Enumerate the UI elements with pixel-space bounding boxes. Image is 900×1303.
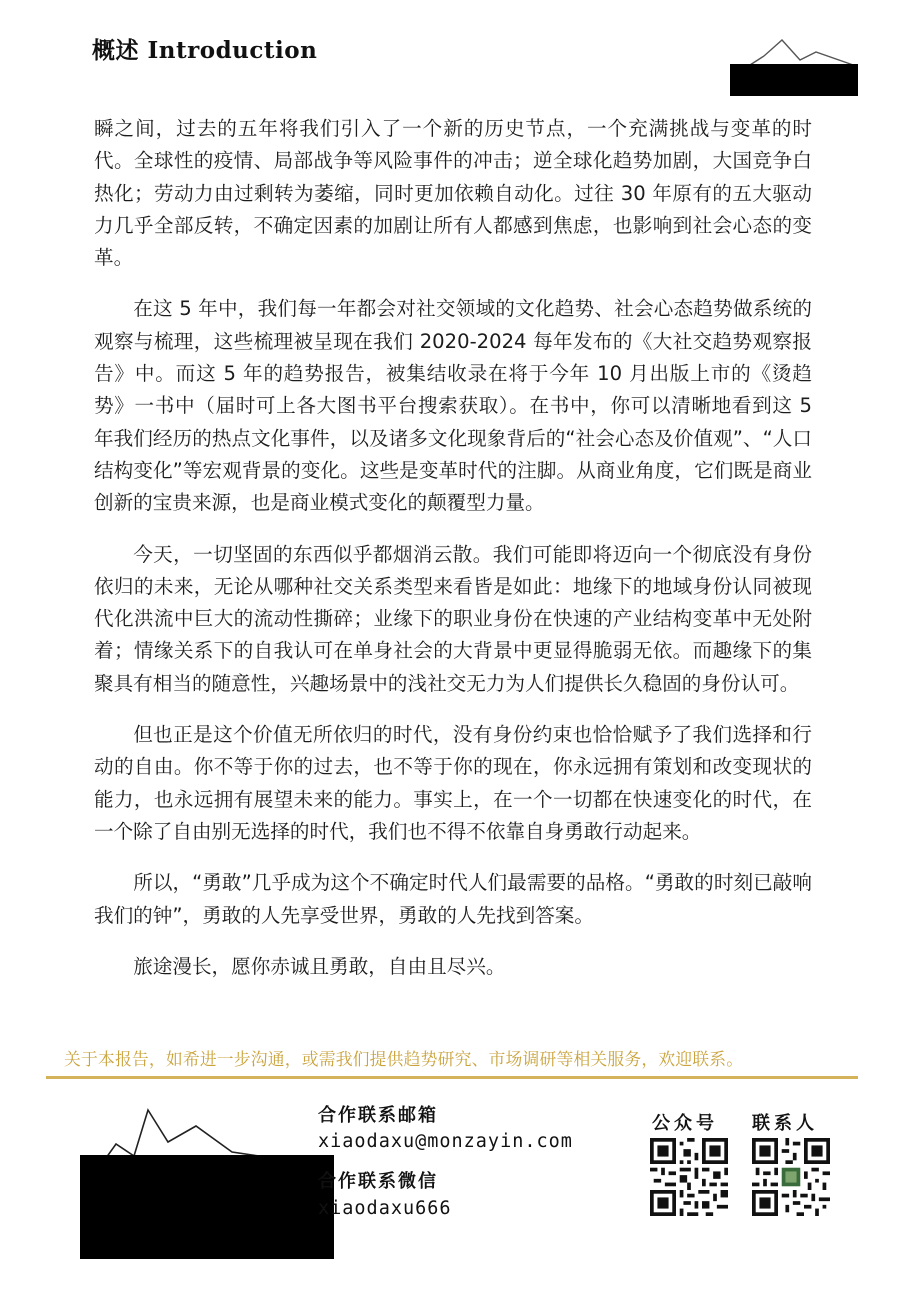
paragraph-3: 今天，一切坚固的东西似乎都烟消云散。我们可能即将迈向一个彻底没有身份依归的未来，无论从哪种社交关系类型来看皆是如此：地缘下的地域身份认同被现代化洪流中巨大的流动性撕碎；业缘下的职业身份在快速的产业结构变革中无处附着；情缘关系下的自我认可在单身社会的大背景中更显得脆弱无依。而趣缘下的集聚具有相当的随意性，兴趣场景中的浅社交无力为人们提供长久稳固的身份认可。: [94, 542, 812, 695]
paragraph-4: 但也正是这个价值无所依归的时代，没有身份约束也恰恰赋予了我们选择和行动的自由。你不等于你的过去，也不等于你的现在，你永远拥有策划和改变现状的能力，也永远拥有展望未来的能力。事实上，在一个一切都在快速变化的时代，在一个除了自由别无选择的时代，我们也不得不依靠自身勇敢行动起来。: [94, 723, 812, 843]
paragraph-6: 旅途漫长，愿你赤诚且勇敢，自由且尽兴。: [133, 954, 506, 978]
paragraph-1: 瞬之间，过去的五年将我们引入了一个新的历史节点，一个充满挑战与变革的时代。全球性的疫情、局部战争等风险事件的冲击；逆全球化趋势加剧，大国竞争白热化；劳动力由过剩转为萎缩，同时更加依赖自动化。过往 30 年原有的五大驱动力几乎全部反转，不确定因素的加剧让所有人都感到焦虑，也影响到社会心态的变革。: [94, 117, 812, 270]
paragraph-2: 在这 5 年中，我们每一年都会对社交领域的文化趋势、社会心态趋势做系统的观察与梳理，这些梳理被呈现在我们 2020-2024 每年发布的《大社交趋势观察报告》中。而这 5 年的趋势报告，被集结收录在将于今年 10 月出版上市的《烫趋势》一书中（届时可上各大图书平台搜索获取）。在书中，你可以清晰地看到这 5 年我们经历的热点文化事件，以及诸多文化现象背后的“社会心态及价值观”、“人口结构变化”等宏观背景的变化。这些是变革时代的注脚。从商业角度，它们既是商业创新的宝贵来源，也是商业模式变化的颠覆型力量。: [94, 297, 812, 515]
qr-code-official-account-icon[interactable]: [650, 1138, 728, 1216]
contact-wechat: xiaodaxu666: [318, 1198, 452, 1219]
contact-email[interactable]: xiaodaxu@monzayin.com: [318, 1131, 573, 1152]
page-title: 概述 Introduction: [92, 37, 318, 64]
email-heading: 合作联系邮箱: [318, 1105, 438, 1126]
qr-code-contact-person-icon[interactable]: [752, 1138, 830, 1216]
paragraph-5: 所以，“勇敢”几乎成为这个不确定时代人们最需要的品格。“勇敢的时刻已敲响我们的钟”，勇敢的人先享受世界，勇敢的人先找到答案。: [94, 871, 812, 927]
contact-banner: 关于本报告，如希进一步沟通，或需我们提供趋势研究、市场调研等相关服务，欢迎联系。: [64, 1049, 744, 1069]
introduction-body: [94, 113, 812, 1002]
gold-divider: [46, 1076, 858, 1079]
redaction-block-bottom: [80, 1155, 334, 1259]
wechat-heading: 合作联系微信: [318, 1171, 438, 1192]
qr-label-contact-person: 联系人: [752, 1113, 818, 1134]
redaction-block-top: [730, 64, 858, 96]
qr-label-official-account: 公众号: [652, 1113, 718, 1134]
